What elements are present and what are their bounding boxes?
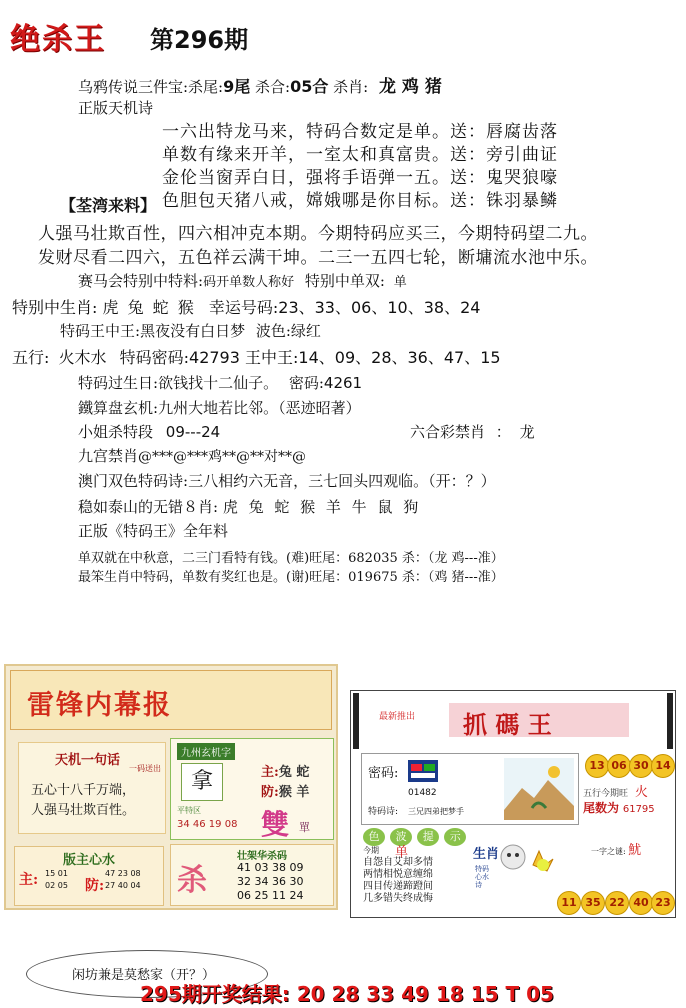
kill-char: 杀 — [177, 863, 207, 898]
tianji-sub: 一码送出 — [129, 764, 161, 773]
pingte-label: 平特区 — [177, 806, 201, 815]
tianji-title: 天机一句话 — [55, 753, 121, 768]
eight-zodiac-label: 稳如泰山的无错８肖: — [78, 498, 219, 516]
birthday-code: 4261 — [323, 374, 363, 392]
banzhu-guard-label: 防: — [85, 878, 105, 894]
single-label: 单 — [395, 845, 409, 860]
eight-zodiac-value: 虎 兔 蛇 猴 羊 牛 鼠 狗 — [222, 498, 422, 516]
banzhu-main-label: 主: — [19, 872, 39, 888]
bottom-ball-3: 22 — [605, 891, 629, 915]
kill-xiao-label: 杀肖: — [333, 78, 369, 96]
zodiac-value: 虎 兔 蛇 猴 — [102, 298, 196, 317]
top-ball-4: 14 — [651, 754, 675, 778]
top-ball-3: 30 — [629, 754, 653, 778]
crow-legend-line — [78, 72, 442, 97]
birthday-line — [78, 372, 362, 393]
riddle-value: 魷 — [628, 843, 642, 858]
tag-line-1: 人强马壮欺百性，四六相冲克本期。今期特码应买三，今期特码望二九。 — [38, 224, 598, 244]
poem-line-2: 单数有缘来开羊，一室太和真富贵。送：旁引曲证 — [162, 145, 558, 165]
liuhe-ban-label: 六合彩禁肖 — [410, 423, 486, 441]
poem-title: 正版天机诗 — [78, 99, 154, 117]
zodiac-text: 生肖 — [473, 847, 500, 862]
tema-poem-value: 三兄四弟把梦手 — [408, 807, 464, 816]
birthday-value: 欲钱找十二仙子。 — [158, 374, 279, 392]
bottom-ball-4: 40 — [629, 891, 653, 915]
odd-even-label: 特别中单双: — [304, 272, 385, 290]
double-char: 雙 — [261, 808, 290, 841]
kill-code-panel — [170, 844, 334, 906]
top-ball-2: 06 — [607, 754, 631, 778]
pingte-numbers: 34 46 19 08 — [177, 819, 238, 830]
macau-poem-value: 三八相约六无音，三七回头四观临。（开：？） — [188, 472, 496, 490]
hint-char-4: 示 — [444, 828, 466, 846]
liuhe-ban-line — [410, 421, 535, 442]
saima-value: 码开单数人称好 — [203, 275, 295, 290]
cloud-text: 闲坊兼是莫愁家（开？） — [72, 968, 216, 983]
tema-king-value: 黑夜没有白日梦 — [140, 322, 246, 340]
leifeng-header — [10, 670, 332, 730]
leifeng-title: 雷锋内幕报 — [27, 690, 172, 721]
nine-palace-value: @***@***鸡**@**对**@ — [138, 449, 307, 465]
kill-he-label: 杀合: — [250, 78, 291, 96]
saima-label: 赛马会特别中特料: — [78, 272, 204, 290]
hint-char-3: 提 — [417, 828, 439, 846]
tema-poem-label: 特码诗: — [368, 807, 399, 817]
miss-kill-label: 小姐杀特段 — [78, 423, 154, 441]
zhuamawang-title: 抓 碼 王 — [463, 710, 552, 739]
hint-row — [363, 825, 466, 846]
wuxing-today-label: 五行今期旺 — [583, 789, 629, 799]
bose-value: 绿红 — [290, 322, 321, 340]
guard-pick-value: 猴 羊 — [278, 785, 310, 800]
tianji-panel — [18, 742, 166, 834]
wzw-numbers: 14、09、28、36、47、15 — [298, 348, 501, 367]
nine-palace-line — [78, 445, 306, 466]
small-line-1: 单双就在中秋意，二三门看特有钱。(难)旺尾：682035 杀：（龙 鸡---准） — [78, 551, 504, 566]
jiuzhou-title: 九州玄机字 — [177, 743, 235, 760]
wuxing-label: 五行: — [12, 348, 50, 367]
wuxing-today — [583, 781, 648, 800]
riddle — [591, 839, 641, 858]
leifeng-ad — [4, 664, 338, 910]
lucky-label: 幸运号码: — [208, 298, 279, 317]
zodiac-label: 特别中生肖: — [12, 298, 98, 317]
poem-line-4: 色胆包天猪八戒，嫦娥哪是你目标。送：铢羽暴鳞 — [162, 191, 558, 211]
tail-number — [583, 799, 655, 816]
banzhu-panel — [14, 846, 164, 906]
eight-zodiac-line — [78, 496, 421, 517]
main-pick-value: 兔 蛇 — [278, 765, 310, 780]
wuxing-line — [12, 345, 501, 368]
miss-kill-line — [78, 421, 220, 442]
zodiac-line — [12, 295, 480, 318]
liuhe-ban-sep: ： — [495, 423, 511, 441]
zhuamawang-header — [353, 693, 673, 749]
kill-code-row-3: 06 25 11 24 — [237, 889, 304, 902]
tag-line-2: 发财尽看二四六，五色祥云满干坤。二三一五四七轮，断墉流水池中乐。 — [38, 248, 598, 268]
birthday-label: 特码过生日: — [78, 374, 159, 392]
poem-line-3: 金伦当窗弄白日，强将手语弹一五。送：鬼哭狼嚎 — [162, 168, 558, 188]
ad-poem-line-4: 几多错失终成悔 — [363, 893, 433, 904]
draw-result: 295期开奖结果: 20 28 33 49 18 15 T 05 — [140, 982, 554, 1006]
nine-palace-label: 九宫禁肖 — [78, 447, 139, 465]
bottom-ball-2: 35 — [581, 891, 605, 915]
crow-label: 乌鸦传说三件宝:杀尾: — [78, 78, 224, 96]
tema-heart-poem-label: 特码心水诗 — [475, 865, 489, 889]
banzhu-grid-2: 47 23 08 — [105, 869, 141, 878]
kill-code-row-2: 32 34 36 30 — [237, 875, 304, 888]
zhuamawang-ad — [350, 690, 676, 918]
wuxing-value: 火木水 — [58, 348, 107, 367]
tail-number-label: 尾数为 — [583, 801, 620, 815]
cartoon-icon — [497, 835, 557, 879]
poem-line-1: 一六出特龙马来，特码合数定是单。送：唇腐齿落 — [162, 122, 558, 142]
top-ball-1: 13 — [585, 754, 609, 778]
tema-king-label: 特码王中王: — [60, 322, 141, 340]
tema-password-label: 特码密码: — [119, 348, 190, 367]
ad-poem-line-1: 自怨自艾却多情 — [363, 857, 433, 868]
jiuzhou-panel — [170, 738, 334, 840]
hint-char-1: 色 — [363, 828, 385, 846]
miss-kill-value: 09---24 — [165, 423, 221, 441]
odd-even-value: 单 — [393, 275, 407, 290]
tail-number-value: 61795 — [622, 804, 655, 815]
guard-pick — [261, 781, 309, 800]
mystery-char: 拿 — [181, 763, 223, 801]
banzhu-title: 版主心水 — [63, 853, 116, 868]
single-char: 單 — [299, 821, 310, 834]
banzhu-grid-4: 27 40 04 — [105, 881, 141, 890]
hint-char-2: 波 — [390, 828, 412, 846]
macau-poem-line — [78, 470, 496, 491]
bottom-ball-1: 11 — [557, 891, 581, 915]
saima-line — [78, 270, 407, 291]
kill-code-row-1: 41 03 38 09 — [237, 861, 304, 874]
ad-password-value: 01482 — [408, 788, 437, 798]
riddle-label: 一字之谜: — [591, 847, 626, 856]
tema-king-line — [60, 320, 321, 341]
liuhe-ban-value: 龙 — [519, 423, 535, 441]
ad-poem-line-2: 两情相悦意缠绵 — [363, 869, 433, 880]
macau-poem-label: 澳门双色特码诗: — [78, 472, 189, 490]
kill-tail: 9尾 — [223, 77, 251, 96]
annual-title: 正版《特码王》全年料 — [78, 522, 229, 540]
banzhu-grid-1: 15 01 — [45, 869, 68, 878]
banzhu-grid-3: 02 05 — [45, 881, 68, 890]
lucky-numbers: 23、33、06、10、38、24 — [278, 298, 481, 317]
small-line-2: 最笨生肖中特码，单数有奖红也是。(谢)旺尾：019675 杀：（鸡 猪---准） — [78, 570, 504, 585]
tema-password: 42793 — [189, 348, 240, 367]
main-pick-label: 主: — [261, 765, 279, 780]
new-release-label: 最新推出 — [379, 712, 416, 722]
tianji-poem-2: 人强马壮欺百性。 — [31, 803, 136, 818]
abacus-value: 九州大地若比邻。（恶迹昭著） — [158, 399, 361, 417]
kill-xiao: 龙 鸡 猪 — [378, 77, 442, 97]
abacus-line — [78, 397, 361, 418]
logo-title: 绝杀王 — [10, 22, 106, 57]
flag-icon — [408, 760, 438, 782]
tsuen-wan-tag: 【荃湾来料】 — [60, 196, 157, 215]
kill-he: 05合 — [290, 77, 329, 96]
kill-code-title: 壮架华杀码 — [237, 851, 287, 862]
birthday-code-label: 密码: — [288, 374, 324, 392]
ad-poem-line-3: 四目传递蹄蹬间 — [363, 881, 433, 892]
tianji-poem-1: 五心十八千万端， — [31, 783, 136, 798]
wuxing-today-value: 火 — [634, 785, 648, 800]
ad-password-label: 密码: — [368, 766, 399, 781]
wzw-label: 王中王: — [245, 348, 299, 367]
this-issue-label: 今期 — [363, 846, 379, 855]
main-pick — [261, 761, 309, 780]
ad-poem — [363, 857, 433, 905]
password-panel — [361, 753, 579, 825]
guard-pick-label: 防: — [261, 785, 279, 800]
mountain-icon — [504, 758, 574, 820]
bottom-ball-5: 23 — [651, 891, 675, 915]
abacus-label: 鐵算盘玄机: — [78, 399, 159, 417]
bose-label: 波色: — [255, 322, 291, 340]
issue-number: 第296期 — [150, 26, 249, 54]
